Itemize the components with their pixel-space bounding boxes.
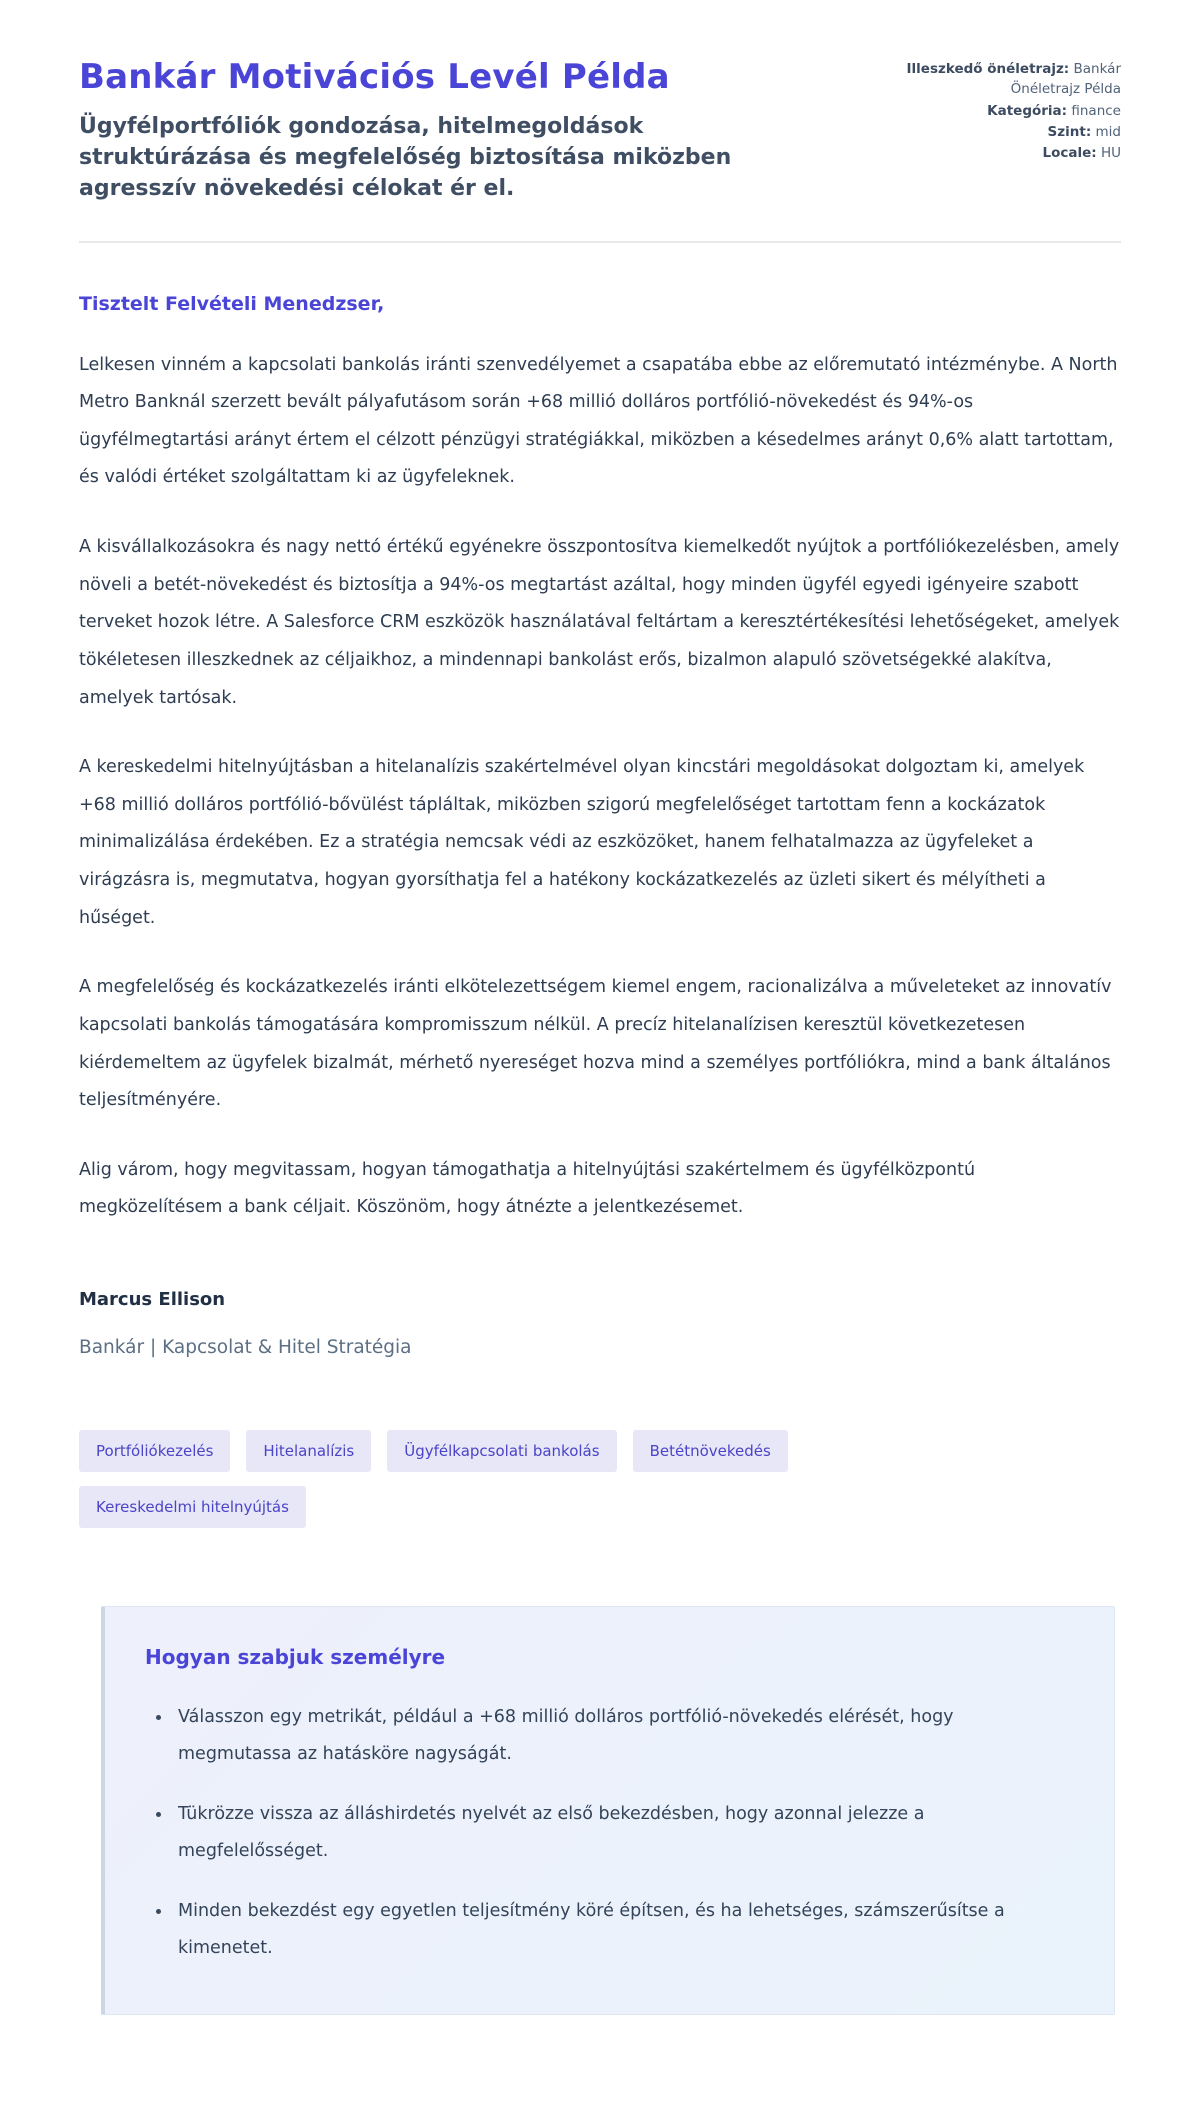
header-divider — [79, 241, 1121, 243]
tag-chip-portfolio-management[interactable]: Portfóliókezelés — [79, 1430, 230, 1472]
meta-label: Locale: — [1042, 145, 1097, 161]
meta-label: Szint: — [1047, 123, 1092, 140]
meta-category — [879, 101, 1121, 121]
meta-label: Illeszkedő önéletrajz: — [906, 61, 1070, 77]
letter-paragraph: A kisvállalkozásokra és nagy nettó értékű egyénekre összpontosítva kiemelkedőt nyújtok a portfóliókezelésben, amely növeli a betét-növekedést és biztosítja a 94%-os megtartást azáltal, hogy minden ügyfél egyedi igényeire szabott terveket hozok létre. A Salesforce CRM eszközök használatával feltártam a keresztértékesítési lehetőségeket, amelyek tökéletesen illeszkednek az céljaikhoz, a mindennapi bankolást erős, bizalmon alapuló szövetségekké alakítva, amelyek tartósak. — [79, 537, 1120, 708]
letter-salutation: Tisztelt Felvételi Menedzser, — [79, 292, 385, 315]
callout-bullet-list — [145, 1699, 1070, 1968]
meta-value: HU — [1100, 145, 1121, 161]
meta-matching-resume — [879, 59, 1121, 100]
callout-bullet: • Válasszon egy metrikát, például a +68 millió dolláros portfólió-növekedés elérését, hogy megmutassa az hatásköre nagyságát. — [172, 1699, 1070, 1773]
letter-paragraph: Lelkesen vinném a kapcsolati bankolás iránti szenvedélyemet a csapatába ebbe az előremutató intézménybe. A North Metro Banknál szerzett bevált pályafutásom során +68 millió dolláros portfólió-növekedést és 94%-os ügyfélmegtartási arányt értem el célzott pénzügyi stratégiákkal, miközben a késedelmes arányt 0,6% alatt tartottam, és valódi értéket szolgáltattam ki az ügyfeleknek. — [79, 354, 1118, 488]
callout-title: Hogyan szabjuk személyre — [145, 1645, 446, 1669]
document-meta — [879, 57, 1121, 164]
callout-bullet: • Tükrözze vissza az álláshirdetés nyelvét az első bekezdésben, hogy azonnal jelezze a megfelelősséget. — [172, 1796, 1070, 1870]
tag-chip-commercial-lending[interactable]: Kereskedelmi hitelnyújtás — [79, 1486, 306, 1528]
letter-paragraph: A megfelelőség és kockázatkezelés iránti elkötelezettségem kiemel engem, racionalizálva a műveleteket az innovatív kapcsolati bankolás támogatására kompromisszum nélkül. A precíz hitelanalízisen keresztül következetesen kiérdemeltem az ügyfelek bizalmát, mérhető nyereséget hozva mind a személyes portfóliókra, mind a bank általános teljesítményére. — [79, 977, 1112, 1111]
callout-bullet: • Minden bekezdést egy egyetlen teljesítmény köré építsen, és ha lehetséges, számszerűsítse a kimenetet. — [172, 1893, 1070, 1967]
signature-role: Bankár | Kapcsolat & Hitel Stratégia — [79, 1337, 412, 1358]
tag-chip-relationship-banking[interactable]: Ügyfélkapcsolati bankolás — [387, 1430, 616, 1472]
page-title: Bankár Motivációs Levél Példa — [79, 57, 670, 97]
tag-chip-credit-analysis[interactable]: Hitelanalízis — [246, 1430, 371, 1472]
cover-letter-body — [79, 293, 1121, 1359]
letter-paragraph: Alig várom, hogy megvitassam, hogyan támogathatja a hitelnyújtási szakértelmem és ügyfélközpontú megközelítésem a bank céljait. Köszönöm, hogy átnézte a jelentkezésemet. — [79, 1159, 976, 1218]
meta-label: Kategória: — [987, 102, 1068, 119]
keyword-tag-list — [79, 1430, 979, 1528]
meta-value: mid — [1095, 123, 1121, 140]
tag-chip-deposit-growth[interactable]: Betétnövekedés — [633, 1430, 788, 1472]
header-title-block — [79, 57, 779, 205]
document-header — [79, 57, 1121, 205]
meta-value: finance — [1071, 102, 1121, 119]
meta-level — [879, 122, 1121, 142]
page-subtitle: Ügyfélportfóliók gondozása, hitelmegoldások struktúrázása és megfelelőség biztosítása miközben agresszív növekedési célokat ér el. — [79, 113, 732, 202]
signature-name: Marcus Ellison — [79, 1289, 226, 1310]
page-container — [79, 0, 1121, 2085]
meta-locale — [879, 143, 1121, 163]
personalization-callout — [101, 1606, 1115, 2015]
meta-value: Bankár Önéletrajz Példa — [1010, 61, 1121, 98]
letter-paragraph: A kereskedelmi hitelnyújtásban a hitelanalízis szakértelmével olyan kincstári megoldásokat dolgoztam ki, amelyek +68 millió dolláros portfólió-bővülést tápláltak, miközben szigorú megfelelőséget tartottam fenn a kockázatok minimalizálása érdekében. Ez a stratégia nemcsak védi az eszközöket, hanem felhatalmazza az ügyfeleket a virágzásra is, megmutatva, hogyan gyorsíthatja fel a hatékony kockázatkezelés az üzleti sikert és mélyítheti a hűséget. — [79, 757, 1085, 928]
